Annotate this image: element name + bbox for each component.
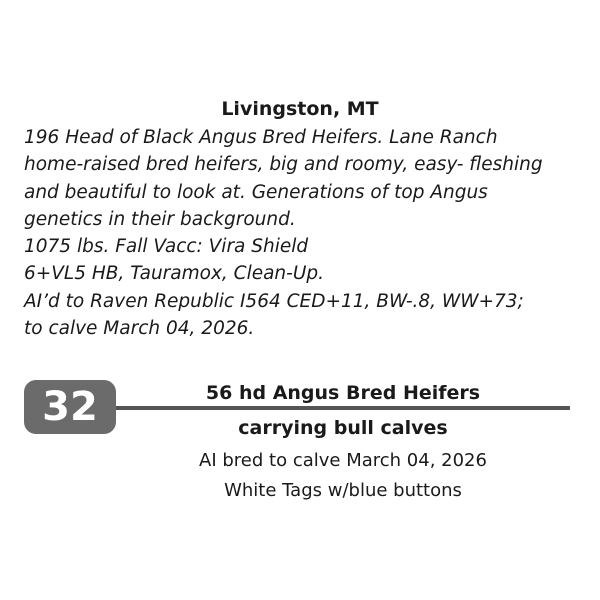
lot-number-badge: 32 bbox=[24, 380, 116, 434]
description-line: 1075 lbs. Fall Vacc: Vira Shield bbox=[24, 236, 309, 258]
description-line: 196 Head of Black Angus Bred Heifers. Lane Ranch bbox=[24, 127, 498, 148]
lot-subtitle: carrying bull calves bbox=[238, 417, 448, 439]
location-heading: Livingston, MT bbox=[221, 98, 379, 120]
divider-rule bbox=[112, 406, 570, 410]
lot-title: 56 hd Angus Bred Heifers bbox=[205, 382, 481, 404]
description-line: 6+VL5 HB, Tauramox, Clean-Up. bbox=[24, 263, 325, 285]
description-line: genetics in their background. bbox=[24, 208, 296, 230]
description-line: home-raised bred heifers, big and roomy, easy- fleshing bbox=[24, 154, 543, 176]
description-line: to calve March 04, 2026. bbox=[24, 318, 255, 340]
lot-tag-detail: White Tags w/blue buttons bbox=[224, 480, 462, 501]
lot-breeding-detail: AI bred to calve March 04, 2026 bbox=[199, 450, 487, 471]
description-line: and beautiful to look at. Generations of top Angus bbox=[24, 181, 488, 203]
description-line: AI’d to Raven Republic I564 CED+11, BW-.8, WW+73; bbox=[24, 290, 524, 312]
lot-description bbox=[24, 124, 584, 342]
